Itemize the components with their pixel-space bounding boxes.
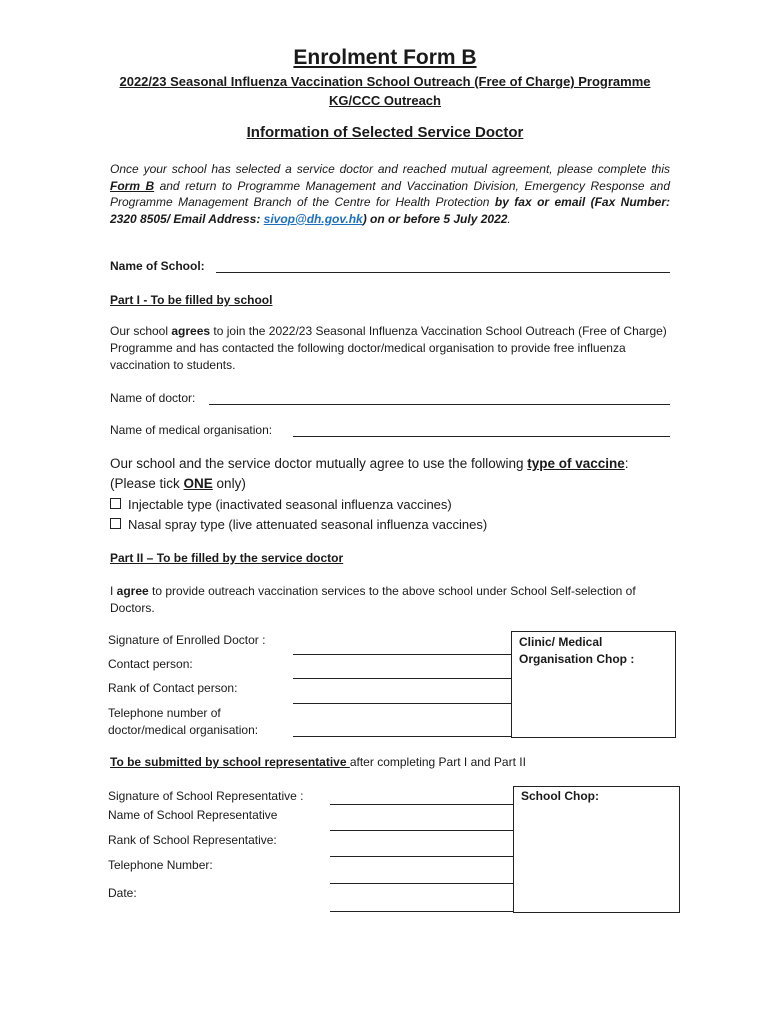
option-nasal-label: Nasal spray type (live attenuated seasonal influenza vaccines) (128, 517, 488, 532)
date-label: Date: (108, 886, 137, 900)
org-name-label: Name of medical organisation: (110, 423, 273, 437)
org-name-field[interactable] (293, 436, 670, 437)
rep-name-field[interactable] (330, 830, 514, 831)
part1-paragraph: Our school agrees to join the 2022/23 Seasonal Influenza Vaccination School Outreach (Free of Charge) Programme and has contacted the following doctor/medical organisation to provide free influenza vaccination to students. (110, 324, 667, 372)
agrees-text: agrees (171, 324, 211, 338)
intro-text: Once your school has selected a service doctor and reached mutual agreement, please complete this (110, 162, 670, 176)
telephone-field[interactable] (293, 736, 512, 737)
contact-rank-field[interactable] (293, 703, 512, 704)
doctor-name-label: Name of doctor: (110, 391, 196, 405)
school-chop-label: School Chop: (521, 789, 599, 803)
checkbox-nasal[interactable] (110, 518, 121, 529)
agree-text: agree (116, 584, 149, 598)
part2-paragraph: I agree to provide outreach vaccination services to the above school under School Self-selection of Doctors. (110, 584, 636, 615)
intro-text: . (507, 211, 511, 226)
telephone-label: Telephone number of doctor/medical organisation: (108, 706, 259, 737)
doctor-signature-label: Signature of Enrolled Doctor : (108, 633, 266, 647)
form-title: Enrolment Form B (293, 46, 477, 69)
school-chop-box[interactable] (513, 786, 680, 913)
part1-heading: Part I - To be filled by school (110, 293, 273, 307)
contact-rank-label: Rank of Contact person: (108, 681, 238, 695)
programme-subtitle (60, 72, 710, 110)
contact-person-field[interactable] (293, 678, 512, 679)
rep-telephone-field[interactable] (330, 883, 514, 884)
rep-signature-label: Signature of School Representative : (108, 789, 304, 803)
rep-telephone-label: Telephone Number: (108, 858, 213, 872)
checkbox-injectable[interactable] (110, 498, 121, 509)
intro-paragraph (110, 161, 670, 227)
rep-rank-field[interactable] (330, 856, 514, 857)
submission-heading: To be submitted by school representative after completing Part I and Part II (110, 755, 526, 769)
doctor-name-field[interactable] (209, 404, 670, 405)
option-nasal[interactable] (110, 517, 487, 532)
subtitle-line-2: KG/CCC Outreach (329, 93, 441, 108)
fax-email-text: by fax or email (Fax Number: 2320 8505/ Email Address: sivop@dh.gov.hk) on or before 5 July 2022 (110, 195, 670, 226)
rep-signature-field[interactable] (330, 804, 514, 805)
part2-heading: Part II – To be filled by the service doctor (110, 551, 344, 565)
option-injectable[interactable] (110, 497, 452, 512)
contact-person-label: Contact person: (108, 657, 193, 671)
clinic-chop-box[interactable] (511, 631, 676, 738)
school-name-field[interactable] (216, 272, 670, 273)
vaccine-type-text: type of vaccine (527, 456, 625, 471)
rep-rank-label: Rank of School Representative: (108, 833, 277, 847)
subtitle-line-1: 2022/23 Seasonal Influenza Vaccination School Outreach (Free of Charge) Programme (119, 74, 651, 89)
email-link[interactable]: sivop@dh.gov.hk (263, 211, 363, 226)
clinic-chop-label: Clinic/ Medical Organisation Chop : (519, 635, 635, 666)
option-injectable-label: Injectable type (inactivated seasonal influenza vaccines) (128, 497, 452, 512)
rep-name-label: Name of School Representative (108, 808, 278, 822)
intro-text: and return to Programme Management and Vaccination Division, Emergency Response and Programme Management Branch of the Centre for Health Protection (110, 178, 670, 209)
tick-one-text: ONE (183, 476, 213, 491)
doctor-signature-field[interactable] (293, 654, 512, 655)
form-ref: Form B (110, 178, 155, 193)
date-field[interactable] (330, 911, 514, 912)
school-name-label: Name of School: (110, 259, 205, 273)
vaccine-type-paragraph: Our school and the service doctor mutually agree to use the following type of vaccine: (Please tick ONE only) (110, 456, 629, 491)
section-heading: Information of Selected Service Doctor (246, 124, 524, 141)
